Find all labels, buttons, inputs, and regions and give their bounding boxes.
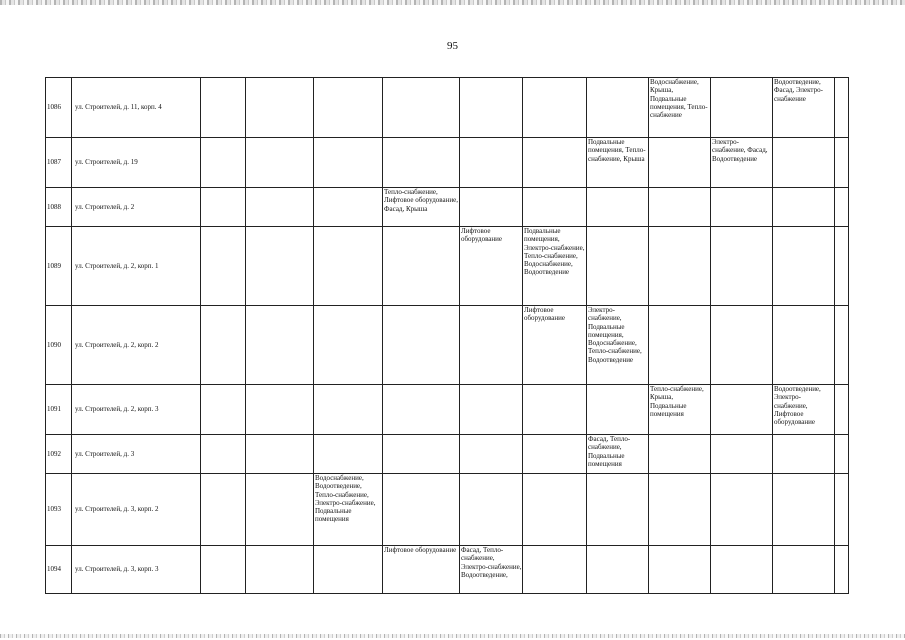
- work-cell: [246, 78, 314, 138]
- work-cell: [201, 546, 246, 594]
- work-cell: Лифтовое оборудование: [523, 306, 587, 385]
- work-cell: [201, 78, 246, 138]
- work-cell: [835, 78, 849, 138]
- table-row: [46, 227, 849, 306]
- work-cell: [587, 546, 649, 594]
- work-cell: [835, 546, 849, 594]
- work-cell: [201, 227, 246, 306]
- work-cell: Водоснабжение, Крыша, Подвальные помещения, Тепло-снабжение: [649, 78, 711, 138]
- row-number: 1088: [46, 188, 72, 227]
- work-cell: [711, 306, 773, 385]
- work-cell: Водоснабжение, Водоотведение, Тепло-снабжение, Электро-снабжение, Подвальные помещения: [314, 474, 383, 546]
- work-cell: [773, 306, 835, 385]
- work-cell: [835, 435, 849, 474]
- work-cell: [587, 227, 649, 306]
- work-cell: [460, 306, 523, 385]
- table-row: [46, 188, 849, 227]
- work-cell: [649, 188, 711, 227]
- row-address: ул. Строителей, д. 2, корп. 1: [72, 227, 201, 306]
- work-cell: [314, 435, 383, 474]
- work-cell: [383, 385, 460, 435]
- table-row: [46, 435, 849, 474]
- work-cell: Тепло-снабжение, Крыша, Подвальные помещения: [649, 385, 711, 435]
- table-row: [46, 546, 849, 594]
- work-cell: Электро-снабжение, Подвальные помещения, Водоснабжение, Тепло-снабжение, Водоотведение: [587, 306, 649, 385]
- work-cell: [383, 474, 460, 546]
- page-number: 95: [447, 40, 458, 52]
- work-cell: [711, 227, 773, 306]
- work-cell: [587, 474, 649, 546]
- work-cell: [314, 385, 383, 435]
- work-cell: [773, 435, 835, 474]
- work-cell: [201, 385, 246, 435]
- work-cell: [246, 138, 314, 188]
- work-cell: [201, 474, 246, 546]
- work-cell: [835, 188, 849, 227]
- work-cell: [314, 227, 383, 306]
- row-address: ул. Строителей, д. 2, корп. 3: [72, 385, 201, 435]
- work-cell: [649, 474, 711, 546]
- work-cell: [773, 474, 835, 546]
- row-address: ул. Строителей, д. 11, корп. 4: [72, 78, 201, 138]
- row-number: 1091: [46, 385, 72, 435]
- work-cell: [383, 435, 460, 474]
- work-cell: [201, 188, 246, 227]
- row-number: 1092: [46, 435, 72, 474]
- work-cell: [383, 78, 460, 138]
- work-cell: [246, 188, 314, 227]
- work-cell: [649, 227, 711, 306]
- row-number: 1087: [46, 138, 72, 188]
- row-address: ул. Строителей, д. 3: [72, 435, 201, 474]
- work-cell: [587, 78, 649, 138]
- row-number: 1086: [46, 78, 72, 138]
- work-cell: [649, 306, 711, 385]
- table-row: [46, 78, 849, 138]
- table-row: [46, 138, 849, 188]
- work-cell: [201, 306, 246, 385]
- work-cell: [649, 138, 711, 188]
- work-cell: Электро-снабжение, Фасад, Водоотведение: [711, 138, 773, 188]
- row-address: ул. Строителей, д. 2: [72, 188, 201, 227]
- work-cell: [383, 138, 460, 188]
- table-row: [46, 474, 849, 546]
- work-cell: [523, 78, 587, 138]
- work-cell: Подвальные помещения, Электро-снабжение, Тепло-снабжение, Водоснабжение, Водоотведение: [523, 227, 587, 306]
- work-cell: [835, 306, 849, 385]
- work-cell: [460, 385, 523, 435]
- work-cell: [835, 474, 849, 546]
- work-cell: [711, 546, 773, 594]
- work-cell: [711, 188, 773, 227]
- scan-bottom-edge: [0, 634, 905, 638]
- work-cell: [773, 188, 835, 227]
- work-cell: [835, 385, 849, 435]
- work-cell: [246, 435, 314, 474]
- table-row: [46, 385, 849, 435]
- work-cell: [523, 435, 587, 474]
- work-cell: Лифтовое оборудование: [460, 227, 523, 306]
- row-address: ул. Строителей, д. 2, корп. 2: [72, 306, 201, 385]
- row-address: ул. Строителей, д. 19: [72, 138, 201, 188]
- work-cell: [460, 474, 523, 546]
- work-cell: [314, 306, 383, 385]
- work-cell: [201, 138, 246, 188]
- work-cell: [587, 188, 649, 227]
- work-cell: [383, 306, 460, 385]
- row-number: 1089: [46, 227, 72, 306]
- work-cell: [314, 546, 383, 594]
- work-cell: [711, 474, 773, 546]
- scan-top-edge: [0, 0, 905, 5]
- work-cell: [314, 78, 383, 138]
- work-cell: [773, 546, 835, 594]
- work-cell: [649, 435, 711, 474]
- row-number: 1093: [46, 474, 72, 546]
- work-cell: [523, 138, 587, 188]
- work-cell: [773, 227, 835, 306]
- work-cell: Фасад, Тепло-снабжение, Подвальные помещения: [587, 435, 649, 474]
- work-cell: [835, 138, 849, 188]
- work-cell: [246, 546, 314, 594]
- work-cell: [383, 227, 460, 306]
- work-cell: [314, 138, 383, 188]
- work-cell: [201, 435, 246, 474]
- work-cell: [711, 435, 773, 474]
- table-row: [46, 306, 849, 385]
- work-cell: [773, 138, 835, 188]
- work-cell: [523, 188, 587, 227]
- work-cell: [711, 78, 773, 138]
- work-cell: [314, 188, 383, 227]
- work-cell: [711, 385, 773, 435]
- work-cell: [649, 546, 711, 594]
- work-cell: [523, 385, 587, 435]
- work-cell: [835, 227, 849, 306]
- work-cell: [460, 435, 523, 474]
- row-number: 1090: [46, 306, 72, 385]
- row-number: 1094: [46, 546, 72, 594]
- work-cell: [246, 306, 314, 385]
- row-address: ул. Строителей, д. 3, корп. 2: [72, 474, 201, 546]
- work-cell: Водоотведение, Фасад, Электро-снабжение: [773, 78, 835, 138]
- work-cell: Лифтовое оборудование: [383, 546, 460, 594]
- work-cell: [460, 188, 523, 227]
- work-cell: [246, 385, 314, 435]
- work-cell: [246, 474, 314, 546]
- register-table: [45, 77, 849, 594]
- work-cell: [523, 546, 587, 594]
- work-cell: [246, 227, 314, 306]
- work-cell: Подвальные помещения, Тепло-снабжение, Крыша: [587, 138, 649, 188]
- work-cell: [460, 138, 523, 188]
- work-cell: Фасад, Тепло-снабжение, Электро-снабжение, Водоотведение,: [460, 546, 523, 594]
- work-cell: [587, 385, 649, 435]
- row-address: ул. Строителей, д. 3, корп. 3: [72, 546, 201, 594]
- work-cell: Водоотведение, Электро-снабжение, Лифтовое оборудование: [773, 385, 835, 435]
- work-cell: Тепло-снабжение, Лифтовое оборудование, Фасад, Крыша: [383, 188, 460, 227]
- work-cell: [460, 78, 523, 138]
- work-cell: [523, 474, 587, 546]
